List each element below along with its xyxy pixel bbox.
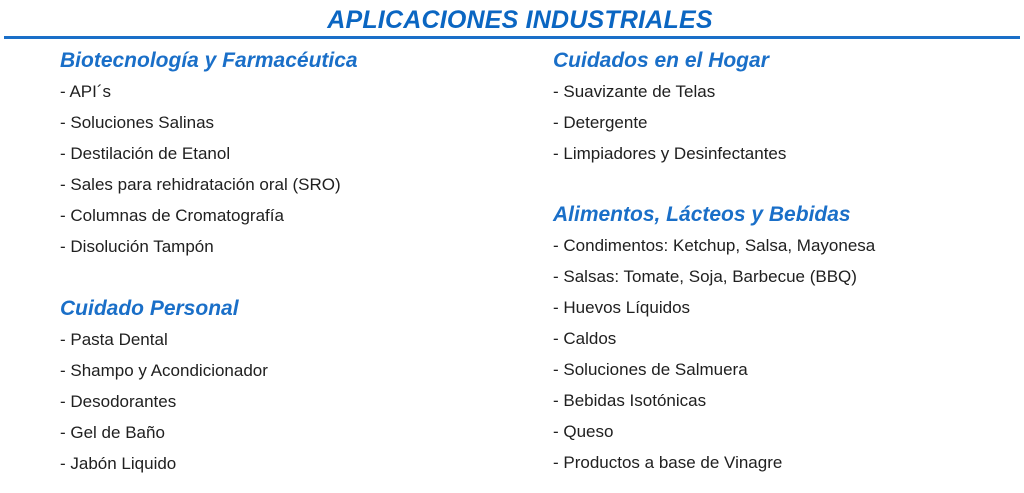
list-item: - Huevos Líquidos bbox=[553, 298, 691, 317]
item-list bbox=[553, 76, 786, 169]
list-item: - Soluciones de Salmuera bbox=[553, 360, 748, 379]
list-item: - Condimentos: Ketchup, Salsa, Mayonesa bbox=[553, 236, 876, 255]
list-item: - API´s bbox=[60, 82, 112, 101]
section-heading: Cuidados en el Hogar bbox=[553, 49, 769, 72]
title-underline bbox=[4, 36, 1020, 39]
section-alimentos bbox=[553, 200, 875, 478]
page-title: APLICACIONES INDUSTRIALES bbox=[327, 6, 713, 34]
list-item: - Disolución Tampón bbox=[60, 237, 214, 256]
list-item: - Jabón Liquido bbox=[60, 454, 177, 473]
list-item: - Limpiadores y Desinfectantes bbox=[553, 144, 787, 163]
list-item: - Desodorantes bbox=[60, 392, 177, 411]
item-list bbox=[553, 230, 875, 478]
item-list bbox=[60, 324, 268, 479]
list-item: - Queso bbox=[553, 422, 614, 441]
section-heading: Alimentos, Lácteos y Bebidas bbox=[553, 203, 851, 226]
list-item: - Columnas de Cromatografía bbox=[60, 206, 284, 225]
list-item: - Gel de Baño bbox=[60, 423, 165, 442]
list-item: - Sales para rehidratación oral (SRO) bbox=[60, 175, 341, 194]
section-heading: Biotecnología y Farmacéutica bbox=[60, 49, 358, 72]
list-item: - Detergente bbox=[553, 113, 648, 132]
section-cuidados-hogar bbox=[553, 46, 786, 169]
list-item: - Caldos bbox=[553, 329, 617, 348]
list-item: - Suavizante de Telas bbox=[553, 82, 716, 101]
list-item: - Pasta Dental bbox=[60, 330, 168, 349]
list-item: - Productos a base de Vinagre bbox=[553, 453, 783, 472]
list-item: - Salsas: Tomate, Soja, Barbecue (BBQ) bbox=[553, 267, 857, 286]
section-biotecnologia bbox=[60, 46, 358, 262]
section-cuidado-personal bbox=[60, 294, 268, 479]
section-heading: Cuidado Personal bbox=[60, 297, 239, 320]
list-item: - Shampo y Acondicionador bbox=[60, 361, 268, 380]
list-item: - Destilación de Etanol bbox=[60, 144, 231, 163]
list-item: - Soluciones Salinas bbox=[60, 113, 215, 132]
item-list bbox=[60, 76, 358, 262]
list-item: - Bebidas Isotónicas bbox=[553, 391, 707, 410]
